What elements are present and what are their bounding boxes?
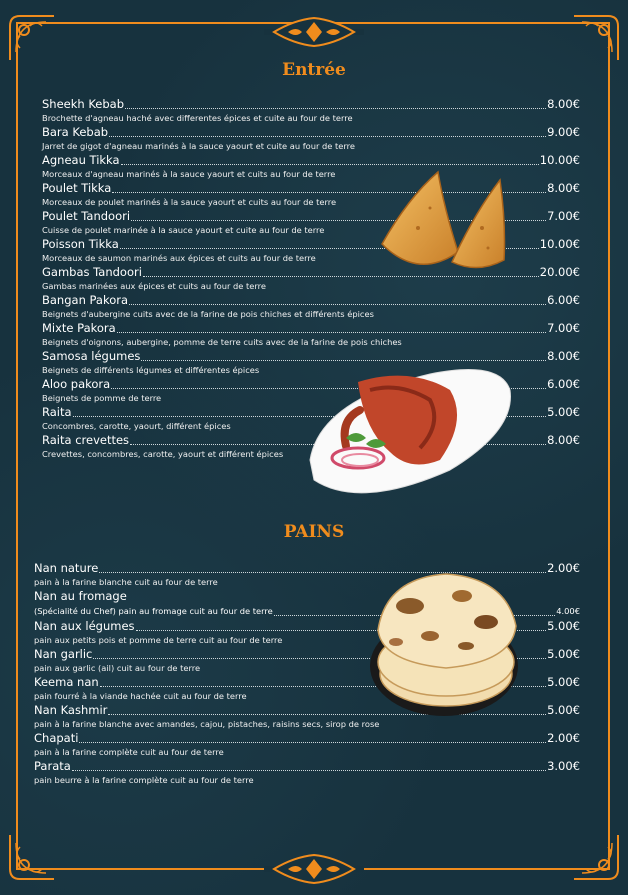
pains-title: PAINS [283,522,345,542]
menu-item-name: Agneau Tikka [42,153,120,167]
menu-item [34,759,580,787]
menu-item-name: Nan garlic [34,647,93,661]
dot-leader [125,98,546,109]
menu-item-price: 2.00€ [547,561,580,575]
corner-ornament-icon [570,12,622,64]
menu-item-price: 5.00€ [547,703,580,717]
menu-item-price: 5.00€ [547,619,580,633]
menu-item-price: 5.00€ [547,675,580,689]
menu-item-price: 8.00€ [547,181,580,195]
menu-item-name: Bangan Pakora [42,293,129,307]
menu-item-description: pain fourré à la viande hachée cuit au four de terre [34,691,247,701]
menu-item-description: pain à la farine blanche cuit au four de terre [34,577,218,587]
menu-item-name: Keema nan [34,675,99,689]
samosa-image [378,168,510,286]
menu-item-price: 4.00€ [556,606,580,616]
menu-item-price: 8.00€ [547,349,580,363]
menu-item-description: Beignets de pomme de terre [42,393,162,403]
menu-item-description: Jarret de gigot d'agneau marinés à la sauce yaourt et cuite au four de terre [42,141,355,151]
menu-item-price: 8.00€ [547,433,580,447]
menu-item-price: 10.00€ [539,237,580,251]
corner-ornament-icon [570,831,622,883]
menu-item-price: 5.00€ [547,405,580,419]
top-ornament-icon [264,14,364,50]
menu-item-price: 6.00€ [547,377,580,391]
menu-item [42,97,580,125]
menu-item-name: Poulet Tikka [42,181,112,195]
menu-item-description: Crevettes, concombres, carotte, yaourt et différent épices [42,449,284,459]
menu-item-name: Samosa légumes [42,349,141,363]
naan-image [366,570,522,720]
menu-item [42,125,580,153]
tandoori-chicken-image [300,360,514,500]
corner-ornament-icon [6,12,58,64]
dot-leader [129,294,546,305]
menu-item-price: 3.00€ [547,759,580,773]
menu-item-description: Morceaux de poulet marinés à la sauce yaourt et cuits au four de terre [42,197,337,207]
menu-item-description: Beignets de différents légumes et différentes épices [42,365,260,375]
menu-item-row [42,153,580,168]
menu-item-row [42,97,580,112]
menu-item-name: Bara Kebab [42,125,109,139]
menu-item-name: Nan nature [34,561,99,575]
menu-item-price: 9.00€ [547,125,580,139]
menu-item-name: Parata [34,759,71,773]
menu-item-row [42,321,580,336]
menu-item-description: Gambas marinées aux épices et cuits au four de terre [42,281,266,291]
menu-item-name: Gambas Tandoori [42,265,142,279]
menu-item-price: 20.00€ [539,265,580,279]
dot-leader [121,154,539,165]
menu-item-row [34,731,580,746]
menu-item-name: Raita [42,405,72,419]
menu-item-description: pain aux petits pois et pomme de terre cuit au four de terre [34,635,283,645]
menu-item-description: pain à la farine blanche avec amandes, cajou, pistaches, raisins secs, sirop de rose [34,719,380,729]
menu-item-name: Sheekh Kebab [42,97,125,111]
menu-item-description: Cuisse de poulet marinée à la sauce yaourt et cuite au four de terre [42,225,325,235]
menu-item-description: Beignets d'oignons, aubergine, pomme de terre cuits avec de la farine de pois chiches [42,337,402,347]
menu-item-name: Nan au fromage [34,589,127,603]
menu-item-row [42,293,580,308]
menu-item-description: pain à la farine complète cuit au four de terre [34,747,224,757]
menu-item-name: Mixte Pakora [42,321,116,335]
menu-item-name: Poisson Tikka [42,237,119,251]
dot-leader [109,126,546,137]
menu-item [42,321,580,349]
dot-leader [117,322,546,333]
menu-item-row [34,759,580,774]
menu-item-description: Morceaux de saumon marinés aux épices et cuits au four de terre [42,253,316,263]
menu-item-description: pain beurre à la farine complète cuit au four de terre [34,775,254,785]
corner-ornament-icon [6,831,58,883]
menu-item-name: Raita crevettes [42,433,130,447]
entree-title: Entrée [282,60,346,80]
menu-item-price: 7.00€ [547,209,580,223]
menu-item-price: 6.00€ [547,293,580,307]
menu-item-name: (Spécialité du Chef) pain au fromage cuit au four de terre [34,606,273,616]
menu-item-price: 5.00€ [547,647,580,661]
menu-item-name: Nan aux légumes [34,619,135,633]
dot-leader [79,732,546,743]
menu-item-row [42,125,580,140]
menu-item-description: Concombres, carotte, yaourt, différent épices [42,421,231,431]
menu-item-description: Morceaux d'agneau marinés à la sauce yaourt et cuits au four de terre [42,169,336,179]
menu-item-price: 2.00€ [547,731,580,745]
menu-item-price: 10.00€ [539,153,580,167]
menu-item-name: Aloo pakora [42,377,111,391]
menu-item-description: pain aux garlic (ail) cuit au four de terre [34,663,201,673]
menu-item-description: Beignets d'aubergine cuits avec de la farine de pois chiches et différents épices [42,309,374,319]
menu-item-price: 8.00€ [547,97,580,111]
menu-item-price: 7.00€ [547,321,580,335]
menu-item-name: Poulet Tandoori [42,209,131,223]
menu-item-description: Brochette d'agneau haché avec differentes épices et cuite au four de terre [42,113,353,123]
menu-item [42,293,580,321]
bottom-ornament-icon [264,851,364,887]
menu-item-name: Chapati [34,731,79,745]
dot-leader [72,760,546,771]
menu-item [34,731,580,759]
menu-item-name: Nan Kashmir [34,703,108,717]
